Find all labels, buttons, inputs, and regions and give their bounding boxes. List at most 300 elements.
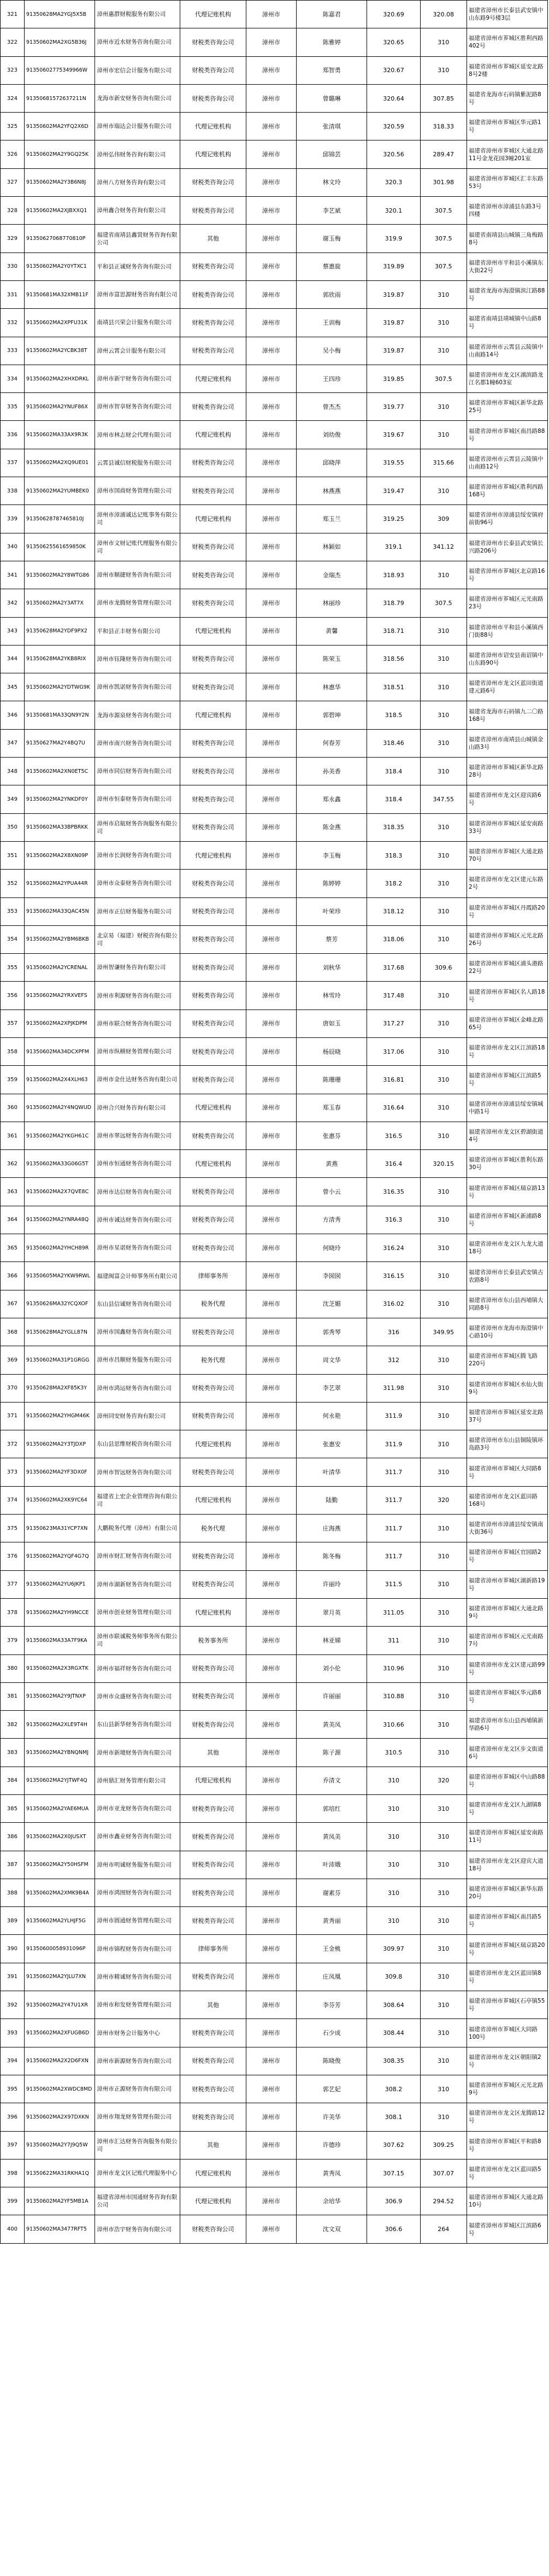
score-value-cell: 318.5: [367, 701, 420, 729]
reference-value-cell: 307.07: [420, 2159, 467, 2187]
company-name-cell: 东山县信诚财务咨询有限公司: [95, 1290, 180, 1318]
agency-type-cell: 财税类咨询公司: [180, 1542, 246, 1570]
score-value-cell: 311.7: [367, 1542, 420, 1570]
agency-type-cell: 律师事务所: [180, 1262, 246, 1290]
row-number-cell: 324: [1, 84, 25, 112]
city-cell: 漳州市: [246, 1430, 296, 1458]
credit-code-cell: 91350605MA2YKW9RWL: [24, 1262, 95, 1290]
contact-name-cell: 李艺翠: [297, 1374, 367, 1402]
score-value-cell: 316.02: [367, 1290, 420, 1318]
table-row: [1, 1122, 548, 1149]
table-row: [1, 1234, 548, 1262]
city-cell: 漳州市: [246, 1206, 296, 1234]
company-name-cell: 漳州市浩宇财务咨询有限公司: [95, 2215, 180, 2243]
row-number-cell: 340: [1, 533, 25, 561]
address-cell: 福建省漳州市芗城区名人路18号: [467, 982, 548, 1010]
credit-code-cell: 91350602MA3477RFT5: [24, 2215, 95, 2243]
row-number-cell: 385: [1, 1795, 25, 1823]
row-number-cell: 387: [1, 1851, 25, 1879]
address-cell: 福建省漳州市芗城区华元路8号: [467, 1682, 548, 1710]
table-row: [1, 1711, 548, 1739]
score-value-cell: 311.7: [367, 1458, 420, 1486]
city-cell: 漳州市: [246, 617, 296, 645]
company-name-cell: 漳州市汇达财务咨询服务有限公司: [95, 2131, 180, 2159]
table-row: [1, 197, 548, 225]
table-row: [1, 1991, 548, 2019]
agency-type-cell: 财税类咨询公司: [180, 1234, 246, 1262]
row-number-cell: 400: [1, 2215, 25, 2243]
contact-name-cell: 张惠安: [297, 1430, 367, 1458]
company-name-cell: 漳州同安财务咨询有限公司: [95, 1402, 180, 1430]
agency-type-cell: 代理记账机构: [180, 701, 246, 729]
score-value-cell: 316.64: [367, 1094, 420, 1122]
agency-type-cell: 财税类咨询公司: [180, 2103, 246, 2131]
credit-code-cell: 91350602MA2Y47U1XR: [24, 1991, 95, 2019]
row-number-cell: 366: [1, 1262, 25, 1290]
table-row: [1, 841, 548, 869]
score-value-cell: 311.05: [367, 1598, 420, 1626]
agency-type-cell: 代理记账机构: [180, 505, 246, 533]
agency-type-cell: 财税类咨询公司: [180, 673, 246, 701]
reference-value-cell: 310: [420, 1851, 467, 1879]
reference-value-cell: 310: [420, 1374, 467, 1402]
city-cell: 漳州市: [246, 1486, 296, 1514]
row-number-cell: 327: [1, 168, 25, 196]
score-value-cell: 310.96: [367, 1654, 420, 1682]
reference-value-cell: 310: [420, 729, 467, 757]
agency-type-cell: 财税类咨询公司: [180, 1963, 246, 1991]
contact-name-cell: 黄凤美: [297, 1823, 367, 1851]
credit-code-cell: 91350627068770810P: [24, 225, 95, 253]
agency-type-cell: 财税类咨询公司: [180, 1823, 246, 1851]
contact-name-cell: 郭艺妃: [297, 2075, 367, 2103]
agency-type-cell: 代理记账机构: [180, 1, 246, 28]
company-name-cell: 漳州市亚龙财务咨询有限公司: [95, 1795, 180, 1823]
city-cell: 漳州市: [246, 449, 296, 477]
agency-type-cell: 财税类咨询公司: [180, 1570, 246, 1598]
credit-code-cell: 91350602MA2Y9JTNXP: [24, 1682, 95, 1710]
company-name-cell: 漳州市圆通财务管理有限公司: [95, 1907, 180, 1935]
credit-code-cell: 91350602MA34DCXPFM: [24, 1037, 95, 1065]
contact-name-cell: 林文玲: [297, 168, 367, 196]
address-cell: 福建省漳州市芗城区瑞京路13号: [467, 1178, 548, 1206]
table-row: [1, 505, 548, 533]
row-number-cell: 397: [1, 2131, 25, 2159]
credit-code-cell: 91350602MA2YCRENAL: [24, 954, 95, 982]
agency-type-cell: 财税类咨询公司: [180, 954, 246, 982]
city-cell: 漳州市: [246, 168, 296, 196]
credit-code-cell: 91350602MA2Y0YTXC1: [24, 253, 95, 280]
address-cell: 福建省漳州市芗城区胜利西路402号: [467, 28, 548, 56]
agency-type-cell: 财税类咨询公司: [180, 280, 246, 308]
city-cell: 漳州市: [246, 645, 296, 673]
company-name-cell: 福建省上宏企业管理咨询有限公司: [95, 1486, 180, 1514]
row-number-cell: 370: [1, 1374, 25, 1402]
score-value-cell: 311.9: [367, 1402, 420, 1430]
row-number-cell: 374: [1, 1486, 25, 1514]
company-name-cell: 漳州市正信财务服务有限公司: [95, 897, 180, 925]
row-number-cell: 389: [1, 1907, 25, 1935]
reference-value-cell: 310: [420, 28, 467, 56]
city-cell: 漳州市: [246, 309, 296, 337]
credit-code-cell: 91350602MA2YLHJF5G: [24, 1907, 95, 1935]
address-cell: 福建省漳州市芗城区江滨路6号: [467, 2215, 548, 2243]
city-cell: 漳州市: [246, 84, 296, 112]
city-cell: 漳州市: [246, 870, 296, 897]
city-cell: 漳州市: [246, 1823, 296, 1851]
contact-name-cell: 郑玉春: [297, 1094, 367, 1122]
city-cell: 漳州市: [246, 1458, 296, 1486]
row-number-cell: 372: [1, 1430, 25, 1458]
address-cell: 福建省漳州市芗城区中山路88号: [467, 1767, 548, 1794]
company-name-cell: 漳州市瑞达会计服务有限公司: [95, 113, 180, 140]
company-name-cell: 漳州智谦财务咨询有限公司: [95, 954, 180, 982]
score-value-cell: 318.4: [367, 758, 420, 785]
city-cell: 漳州市: [246, 1262, 296, 1290]
row-number-cell: 399: [1, 2187, 25, 2215]
reference-value-cell: 310: [420, 870, 467, 897]
row-number-cell: 347: [1, 729, 25, 757]
city-cell: 漳州市: [246, 1346, 296, 1374]
agency-type-cell: 财税类咨询公司: [180, 870, 246, 897]
company-name-cell: 漳州市和发财务管理有限公司: [95, 1991, 180, 2019]
company-name-cell: 漳州市凯诺财务咨询有限公司: [95, 673, 180, 701]
company-name-cell: 漳州市翔龙财务管理有限公司: [95, 2103, 180, 2131]
address-cell: 福建省漳州市芗城区大通北路70号: [467, 841, 548, 869]
table-row: [1, 897, 548, 925]
row-number-cell: 325: [1, 113, 25, 140]
company-name-cell: 漳州弘伟财务咨询有限公司: [95, 140, 180, 168]
contact-name-cell: 陈冬梅: [297, 1542, 367, 1570]
agency-type-cell: 财税类咨询公司: [180, 2019, 246, 2047]
address-cell: 福建省漳州市龙文区碧湖街道4号: [467, 1122, 548, 1149]
row-number-cell: 336: [1, 421, 25, 449]
address-cell: 福建省漳州市平和县小溪镇东大街22号: [467, 253, 548, 280]
address-cell: 福建省漳州市芗城区元光北路26号: [467, 925, 548, 953]
contact-name-cell: 方清秀: [297, 1206, 367, 1234]
credit-code-cell: 91350602MA2YF3DX0F: [24, 1458, 95, 1486]
row-number-cell: 330: [1, 253, 25, 280]
address-cell: 福建省漳州市芗城区元光南路7号: [467, 1627, 548, 1654]
table-row: [1, 280, 548, 308]
reference-value-cell: 309: [420, 505, 467, 533]
credit-code-cell: 91350681MA33QN9Y2N: [24, 701, 95, 729]
table-row: [1, 1767, 548, 1794]
reference-value-cell: 310: [420, 477, 467, 505]
agency-type-cell: 代理记账机构: [180, 365, 246, 392]
row-number-cell: 339: [1, 505, 25, 533]
address-cell: 福建省漳州市芗城区湖新路19号: [467, 1570, 548, 1598]
credit-code-cell: 91350602MA2XPJKDPM: [24, 1010, 95, 1037]
city-cell: 漳州市: [246, 1711, 296, 1739]
reference-value-cell: 307.5: [420, 365, 467, 392]
address-cell: 福建省漳州市龙文区九龙大道18号: [467, 1234, 548, 1262]
address-cell: 福建省漳州市芗城区大通北路10号: [467, 2187, 548, 2215]
score-value-cell: 316.81: [367, 1066, 420, 1094]
reference-value-cell: 310: [420, 925, 467, 953]
company-name-cell: 漳州市鸿图财务咨询有限公司: [95, 1879, 180, 1906]
city-cell: 漳州市: [246, 393, 296, 421]
score-value-cell: 309.97: [367, 1935, 420, 1963]
company-name-cell: 漳州市财务会计服务中心: [95, 2019, 180, 2047]
contact-name-cell: 陈雅婷: [297, 28, 367, 56]
city-cell: 漳州市: [246, 897, 296, 925]
credit-code-cell: 91350602MA2YQF4G7Q: [24, 1542, 95, 1570]
address-cell: 福建省漳州市龙文区湖滨路龙江名都1幢603室: [467, 365, 548, 392]
agency-type-cell: 财税类咨询公司: [180, 1795, 246, 1823]
score-value-cell: 310: [367, 1879, 420, 1906]
address-cell: 福建省漳州市芗城区大通北路11号金龙花园3幢201室: [467, 140, 548, 168]
credit-code-cell: 91350602MA2XMK9B4A: [24, 1879, 95, 1906]
city-cell: 漳州市: [246, 2075, 296, 2103]
reference-value-cell: 318.33: [420, 113, 467, 140]
contact-name-cell: 陈晓俊: [297, 2047, 367, 2075]
reference-value-cell: 310: [420, 1430, 467, 1458]
agency-type-cell: 财税类咨询公司: [180, 1122, 246, 1149]
table-row: [1, 84, 548, 112]
agency-type-cell: 财税类咨询公司: [180, 758, 246, 785]
city-cell: 漳州市: [246, 253, 296, 280]
agency-type-cell: 财税类咨询公司: [180, 645, 246, 673]
credit-code-cell: 91350602MA2YU6JKP1: [24, 1570, 95, 1598]
table-row: [1, 1654, 548, 1682]
contact-name-cell: 孙美香: [297, 758, 367, 785]
credit-code-cell: 91350602MA2YH9NCCE: [24, 1598, 95, 1626]
credit-code-cell: 91350602MA2YAE6MUA: [24, 1795, 95, 1823]
contact-name-cell: 林亚娣: [297, 1627, 367, 1654]
credit-code-cell: 91350602MA2YPUA44R: [24, 870, 95, 897]
agency-type-cell: 其他: [180, 2131, 246, 2159]
agency-type-cell: 财税类咨询公司: [180, 1879, 246, 1906]
credit-code-cell: 91350602MA2XLE9T4H: [24, 1711, 95, 1739]
address-cell: 福建省漳州市芗城区大通北路9号: [467, 1598, 548, 1626]
agency-type-cell: 财税类咨询公司: [180, 729, 246, 757]
reference-value-cell: 310: [420, 561, 467, 589]
score-value-cell: 318.56: [367, 645, 420, 673]
address-cell: 福建省漳州市龙文区迎宾大道18号: [467, 1851, 548, 1879]
row-number-cell: 341: [1, 561, 25, 589]
score-value-cell: 318.93: [367, 561, 420, 589]
contact-name-cell: 陈嘉君: [297, 1, 367, 28]
city-cell: 漳州市: [246, 365, 296, 392]
table-row: [1, 1458, 548, 1486]
city-cell: 漳州市: [246, 701, 296, 729]
address-cell: 福建省漳州市芗城区新浦路8号: [467, 1206, 548, 1234]
company-name-cell: 漳州市诚达财务咨询有限公司: [95, 1206, 180, 1234]
row-number-cell: 377: [1, 1570, 25, 1598]
row-number-cell: 350: [1, 813, 25, 841]
city-cell: 漳州市: [246, 1767, 296, 1794]
city-cell: 漳州市: [246, 841, 296, 869]
row-number-cell: 345: [1, 673, 25, 701]
address-cell: 福建省漳州市东山县西埔镇大同路8号: [467, 1290, 548, 1318]
table-row: [1, 785, 548, 813]
agency-type-cell: 财税类咨询公司: [180, 1907, 246, 1935]
table-row: [1, 449, 548, 477]
table-row: [1, 113, 548, 140]
table-row: [1, 1795, 548, 1823]
table-row: [1, 225, 548, 253]
contact-name-cell: 林燕燕: [297, 477, 367, 505]
row-number-cell: 332: [1, 309, 25, 337]
address-cell: 福建省龙海市石码镇紫泥路8号: [467, 84, 548, 112]
address-cell: 福建省漳州市芗城区腾飞路220号: [467, 1346, 548, 1374]
city-cell: 漳州市: [246, 561, 296, 589]
table-row: [1, 2075, 548, 2103]
contact-name-cell: 曾杰杰: [297, 393, 367, 421]
contact-name-cell: 谢素芬: [297, 1879, 367, 1906]
row-number-cell: 386: [1, 1823, 25, 1851]
reference-value-cell: 307.5: [420, 589, 467, 617]
score-value-cell: 319.87: [367, 309, 420, 337]
agency-type-cell: 财税类咨询公司: [180, 982, 246, 1010]
row-number-cell: 383: [1, 1739, 25, 1767]
reference-value-cell: 347.55: [420, 785, 467, 813]
contact-name-cell: 林雪玲: [297, 982, 367, 1010]
address-cell: 福建省漳州市芗城区胜利西路168号: [467, 477, 548, 505]
reference-value-cell: 294.52: [420, 2187, 467, 2215]
agency-type-cell: 财税类咨询公司: [180, 1682, 246, 1710]
address-cell: 福建省漳州市龙文区蓝田路5号: [467, 2159, 548, 2187]
city-cell: 漳州市: [246, 954, 296, 982]
reference-value-cell: 310: [420, 1178, 467, 1206]
credit-code-cell: 91350602MA2XG5B36J: [24, 28, 95, 56]
table-row: [1, 337, 548, 365]
company-name-cell: 漳州市鸿运财务咨询有限公司: [95, 1374, 180, 1402]
agency-type-cell: 代理记账机构: [180, 1767, 246, 1794]
contact-name-cell: 刘幼俊: [297, 421, 367, 449]
contact-name-cell: 李芬芳: [297, 1991, 367, 2019]
agency-type-cell: 其他: [180, 1991, 246, 2019]
credit-code-cell: 91350602MA2XFUGB6D: [24, 2019, 95, 2047]
agency-type-cell: 代理记账机构: [180, 1094, 246, 1122]
score-value-cell: 320.3: [367, 168, 420, 196]
score-value-cell: 310: [367, 1823, 420, 1851]
score-value-cell: 308.2: [367, 2075, 420, 2103]
table-row: [1, 561, 548, 589]
table-row: [1, 1879, 548, 1906]
table-row: [1, 2047, 548, 2075]
contact-name-cell: 唐如玉: [297, 1010, 367, 1037]
score-value-cell: 318.12: [367, 897, 420, 925]
city-cell: 漳州市: [246, 673, 296, 701]
company-name-cell: 漳州市富思源财务咨询有限公司: [95, 280, 180, 308]
reference-value-cell: 310: [420, 1515, 467, 1542]
address-cell: 福建省漳州市芗城区瑞京路20号: [467, 1935, 548, 1963]
address-cell: 福建省漳州市漳浦县东路3号四楼: [467, 197, 548, 225]
agency-type-cell: 财税类咨询公司: [180, 1066, 246, 1094]
agency-type-cell: 财税类咨询公司: [180, 2075, 246, 2103]
agency-type-cell: 代理记账机构: [180, 2159, 246, 2187]
score-value-cell: 318.35: [367, 813, 420, 841]
city-cell: 漳州市: [246, 1094, 296, 1122]
city-cell: 漳州市: [246, 1150, 296, 1178]
table-row: [1, 673, 548, 701]
address-cell: 福建省漳州市漳浦县绥安镇南大街36号: [467, 1515, 548, 1542]
company-name-cell: 漳州惠群财税服务有限公司: [95, 1, 180, 28]
row-number-cell: 337: [1, 449, 25, 477]
contact-name-cell: 郑智勇: [297, 56, 367, 84]
reference-value-cell: 310: [420, 1935, 467, 1963]
company-name-cell: 漳州市同信财务咨询有限公司: [95, 758, 180, 785]
address-cell: 福建省漳州市龙文区建元路99号: [467, 1654, 548, 1682]
address-cell: 福建省漳州市芗城区元光北路9号: [467, 2075, 548, 2103]
address-cell: 福建省漳州市芗城区平和路8号: [467, 2131, 548, 2159]
reference-value-cell: 310: [420, 1795, 467, 1823]
contact-name-cell: 沈芝媚: [297, 1290, 367, 1318]
score-value-cell: 320.56: [367, 140, 420, 168]
contact-name-cell: 陈珊珊: [297, 1066, 367, 1094]
score-value-cell: 311.98: [367, 1374, 420, 1402]
score-value-cell: 320.59: [367, 113, 420, 140]
company-name-cell: 漳州市龙腾财务管理有限公司: [95, 589, 180, 617]
reference-value-cell: 264: [420, 2215, 467, 2243]
table-row: [1, 645, 548, 673]
credit-code-cell: 91350602MA2YHGM46K: [24, 1402, 95, 1430]
company-name-cell: 漳州市顺捷财务咨询有限公司: [95, 561, 180, 589]
company-name-cell: 平和县正诚财务咨询有限公司: [95, 253, 180, 280]
credit-code-cell: 91350602775349966W: [24, 56, 95, 84]
row-number-cell: 384: [1, 1767, 25, 1794]
agency-type-cell: 财税类咨询公司: [180, 1010, 246, 1037]
agency-type-cell: 代理记账机构: [180, 113, 246, 140]
row-number-cell: 363: [1, 1178, 25, 1206]
company-name-cell: 福建省南靖县鑫贤财务咨询有限公司: [95, 225, 180, 253]
contact-name-cell: 余培华: [297, 2187, 367, 2215]
contact-name-cell: 许美华: [297, 2103, 367, 2131]
company-name-cell: 漳州市纵横财务管理有限公司: [95, 1037, 180, 1065]
company-name-cell: 东山县思维财税咨询有限公司: [95, 1430, 180, 1458]
score-value-cell: 310.66: [367, 1711, 420, 1739]
score-value-cell: 311.5: [367, 1570, 420, 1598]
credit-code-cell: 91350681572637211N: [24, 84, 95, 112]
contact-name-cell: 曾小云: [297, 1178, 367, 1206]
company-name-cell: 云霄县诚信财税服务有限公司: [95, 449, 180, 477]
city-cell: 漳州市: [246, 56, 296, 84]
table-row: [1, 1, 548, 28]
city-cell: 漳州市: [246, 2019, 296, 2047]
agency-type-cell: 律师事务所: [180, 1935, 246, 1963]
credit-code-cell: 91350602MA2YKGH61C: [24, 1122, 95, 1149]
company-name-cell: 漳州市智远财务咨询有限公司: [95, 1458, 180, 1486]
company-name-cell: 漳州市联诚税务师事务所有限公司: [95, 1627, 180, 1654]
score-value-cell: 320.69: [367, 1, 420, 28]
row-number-cell: 343: [1, 617, 25, 645]
table-row: [1, 925, 548, 953]
credit-code-cell: 91350602MA2YBNQNMJ: [24, 1739, 95, 1767]
row-number-cell: 356: [1, 982, 25, 1010]
credit-code-cell: 91350602MA2X8XN09P: [24, 841, 95, 869]
table-row: [1, 253, 548, 280]
score-value-cell: 319.77: [367, 393, 420, 421]
table-row: [1, 729, 548, 757]
address-cell: 福建省漳州市芗城区南昌路5号: [467, 1907, 548, 1935]
contact-name-cell: 何永艳: [297, 1402, 367, 1430]
company-name-cell: 平和县正丰财务有限公司: [95, 617, 180, 645]
reference-value-cell: 310: [420, 701, 467, 729]
row-number-cell: 353: [1, 897, 25, 925]
agency-type-cell: 其他: [180, 225, 246, 253]
agency-type-cell: 财税类咨询公司: [180, 1318, 246, 1346]
reference-value-cell: 309.25: [420, 2131, 467, 2159]
credit-code-cell: 91350602MA2Y50HSFM: [24, 1851, 95, 1879]
company-name-cell: 漳州市达信财务咨询有限公司: [95, 1178, 180, 1206]
score-value-cell: 316.4: [367, 1150, 420, 1178]
table-row: [1, 954, 548, 982]
contact-name-cell: 何晓玲: [297, 1234, 367, 1262]
city-cell: 漳州市: [246, 1542, 296, 1570]
row-number-cell: 323: [1, 56, 25, 84]
